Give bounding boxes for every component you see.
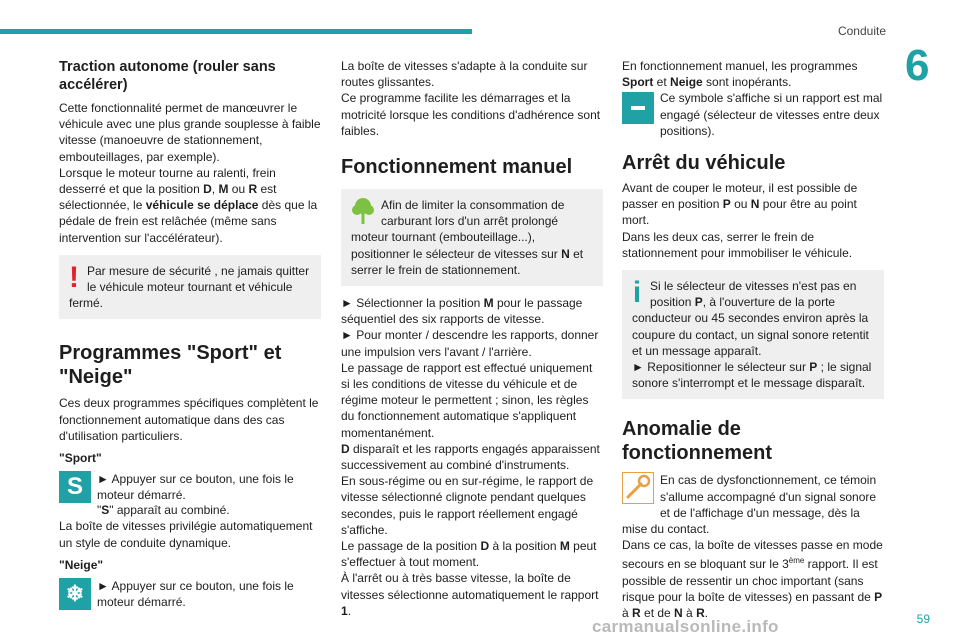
arret-text: À l'arrêt ou à très basse vitesse, la boîte de vitesses sélectionne automatiquement le rapport 1. xyxy=(341,571,599,618)
eco-tree-icon xyxy=(351,197,375,225)
traction-title: Traction autonome (rouler sans accélérer) xyxy=(59,59,276,93)
stop-text: Avant de couper le moteur, il est possible de passer en position P ou N pour être au point mort. xyxy=(622,181,858,228)
anomaly-text: En cas de dysfonctionnement, ce témoin s'allume accompagné d'un signal sonore et de l'affichage d'un message, dès la mise du contact. xyxy=(622,473,877,537)
stop-title: Arrêt du véhicule xyxy=(622,152,786,175)
neige-label: "Neige" xyxy=(59,557,104,572)
neige-block xyxy=(59,578,321,612)
sport-label: "Sport" xyxy=(59,451,102,466)
passage-text: Le passage de la position D à la position M peut s'effectuer à tout moment. xyxy=(341,539,597,570)
eco-note xyxy=(341,189,603,286)
neige-desc-2: Ce programme facilite les démarrages et la motricité lorsque les conditions d'adhérence sont faibles. xyxy=(341,91,601,138)
sport-s-icon: S xyxy=(59,471,91,503)
manual-programs-text: En fonctionnement manuel, les programmes Sport et Neige sont inopérants. xyxy=(622,59,858,90)
exclamation-icon: ! xyxy=(69,260,79,294)
info-step: ► Repositionner le sélecteur sur P ; le signal sonore s'interrompt et le message disparaît. xyxy=(632,360,872,391)
warning-text: Par mesure de sécurité , ne jamais quitter le véhicule moteur tournant et véhicule fermé. xyxy=(69,263,310,311)
anomaly-block xyxy=(622,472,884,537)
page-number: 59 xyxy=(916,612,930,626)
snowflake-icon: ❄ xyxy=(59,578,91,610)
step-2: ► Pour monter / descendre les rapports, donner une impulsion vers l'avant / l'arrière. xyxy=(341,328,599,359)
wrench-icon xyxy=(622,472,654,504)
sport-text: ► Appuyer sur ce bouton, une fois le moteur démarré. xyxy=(97,472,294,503)
programs-text: Ces deux programmes spécifiques complètent le fonctionnement automatique dans des cas d'utilisation particuliers. xyxy=(59,396,319,443)
column-3 xyxy=(622,58,884,621)
watermark: carmanualsonline.info xyxy=(592,617,779,636)
neige-text: ► Appuyer sur ce bouton, une fois le moteur démarré. xyxy=(97,579,294,610)
programs-title: Programmes "Sport" et "Neige" xyxy=(59,342,282,389)
neige-desc: La boîte de vitesses s'adapte à la conduite sur routes glissantes. xyxy=(341,59,588,90)
secours-text: Dans ce cas, la boîte de vitesses passe en mode secours en se bloquant sur le 3ème rapport. Il est possible de ressentir un choc important (sans risque pour la boîte de vitesses) en passant de P à R et de N à R. xyxy=(622,538,883,621)
sport-style: La boîte de vitesses privilégie automatiquement un style de conduite dynamique. xyxy=(59,519,313,550)
stop-text-2: Dans les deux cas, serrer le frein de stationnement pour immobiliser le véhicule. xyxy=(622,229,853,260)
chapter-number: 6 xyxy=(905,41,930,90)
info-icon: i xyxy=(632,276,642,310)
symbol-block xyxy=(622,90,884,139)
section-name: Conduite xyxy=(837,24,886,38)
column-1 xyxy=(59,58,321,612)
anomaly-title: Anomalie de fonctionnement xyxy=(622,418,772,465)
column-2 xyxy=(341,58,603,619)
sous-regime-text: En sous-régime ou en sur-régime, le rapport de vitesse sélectionné clignote pendant quelques secondes, puis le rapport réellement engagé s'affiche. xyxy=(341,474,594,537)
condition-text: Le passage de rapport est effectué uniquement si les conditions de vitesse du véhicule et de régime moteur le permettent ; sinon, les règles du fonctionnement automatique s'appliquent momentanément. xyxy=(341,360,593,440)
manual-title: Fonctionnement manuel xyxy=(341,156,573,179)
info-text: Si le sélecteur de vitesses n'est pas en position P, à l'ouverture de la porte conducteur ou 45 secondes environ après la coupure du contact, un signal sonore retentit et un message apparaît. xyxy=(632,279,869,358)
gear-minus-icon xyxy=(622,92,654,124)
warning-note xyxy=(59,255,321,320)
info-note xyxy=(622,270,884,399)
eco-text: Afin de limiter la consommation de carburant lors d'un arrêt prolongé moteur tournant (embouteillage...), positionner le sélecteur de vitesses sur N et serrer le frein de stationnement. xyxy=(351,198,584,277)
disappear-text: D disparaît et les rapports engagés apparaissent successivement au combiné d'instruments. xyxy=(341,441,600,473)
sport-display: "S" apparaît au combiné. xyxy=(97,503,230,518)
header-bar xyxy=(0,29,472,34)
traction-text: Cette fonctionnalité permet de manœuvrer le véhicule avec une plus grande souplesse à faible vitesse (manoeuvre de stationnement, embouteillages, par exemple). xyxy=(59,101,321,164)
symbol-text: Ce symbole s'affiche si un rapport est mal engagé (sélecteur de vitesses entre deux positions). xyxy=(660,91,883,138)
step-1: ► Sélectionner la position M pour le passage séquentiel des six rapports de vitesse. xyxy=(341,296,583,327)
traction-text-2: Lorsque le moteur tourne au ralenti, frein desserré et que la position D, M ou R est sélectionnée, le véhicule se déplace dès que la pédale de frein est relâchée (même sans intervention sur l'accélérateur). xyxy=(59,165,318,245)
sport-block xyxy=(59,471,321,505)
